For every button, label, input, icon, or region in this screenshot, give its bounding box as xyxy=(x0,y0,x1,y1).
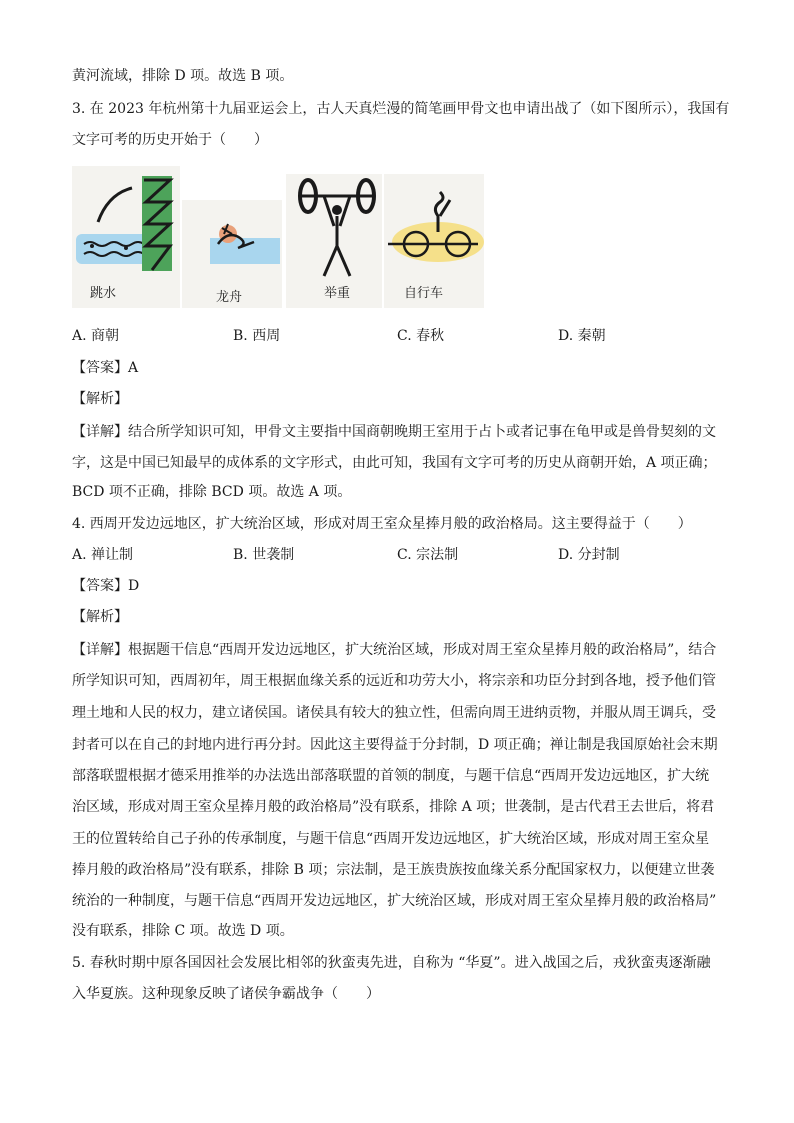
q3-analysis-heading: 【解析】 xyxy=(72,391,128,407)
q3-detail-line-3: BCD 项不正确，排除 BCD 项。故选 A 项。 xyxy=(72,484,352,500)
q4-detail-line-5: 部落联盟根据才德采用推举的办法选出部落联盟的首领的制度，与题干信息“西周开发边远地区，扩大统 xyxy=(72,768,710,784)
q3-option-a: A. 商朝 xyxy=(72,328,120,344)
text-line: 黄河流域，排除 D 项。故选 B 项。 xyxy=(72,68,294,84)
q4-analysis-heading: 【解析】 xyxy=(72,609,128,625)
question-3-stem: 3. 在 2023 年杭州第十九届亚运会上，古人天真烂漫的简笔画甲骨文也申请出战了（如下图所示），我国有 xyxy=(72,101,730,117)
question-5-stem: 5. 春秋时期中原各国因社会发展比相邻的狄蛮夷先进，自称为 “华夏”。进入战国之后，戎狄蛮夷逐渐融 xyxy=(72,955,711,971)
q4-detail-line-9: 统治的一种制度，与题干信息“西周开发边远地区，扩大统治区域，形成对周王室众星捧月般的政治格局” xyxy=(72,893,717,909)
q4-option-d: D. 分封制 xyxy=(558,547,620,563)
question-4-stem: 4. 西周开发边远地区，扩大统治区域，形成对周王室众星捧月般的政治格局。这主要得益于（ ） xyxy=(72,516,692,532)
q3-option-d: D. 秦朝 xyxy=(558,328,606,344)
q4-detail-line-6: 治区域，形成对周王室众星捧月般的政治格局”没有联系，排除 A 项；世袭制，是古代君王去世后，将君 xyxy=(72,799,715,815)
q4-detail-line-10: 没有联系，排除 C 项。故选 D 项。 xyxy=(72,923,294,939)
q3-detail-line-1: 【详解】结合所学知识可知，甲骨文主要指中国商朝晚期王室用于占卜或者记事在龟甲或是兽骨契刻的文 xyxy=(72,424,716,440)
q4-detail-line-8: 捧月般的政治格局”没有联系，排除 B 项；宗法制，是王族贵族按血缘关系分配国家权力，以便建立世袭 xyxy=(72,862,715,878)
question-5-stem-cont: 入华夏族。这种现象反映了诸侯争霸战争（ ） xyxy=(72,986,380,1002)
q4-detail-line-4: 封者可以在自己的封地内进行再分封。因此这主要得益于分封制，D 项正确；禅让制是我国原始社会末期 xyxy=(72,737,718,753)
q4-option-b: B. 世袭制 xyxy=(233,547,295,563)
oracle-bone-sports-figure xyxy=(72,166,484,308)
q3-detail-line-2: 字，这是中国已知最早的成体系的文字形式，由此可知，我国有文字可考的历史从商朝开始，A 项正确； xyxy=(72,455,717,471)
q3-option-c: C. 春秋 xyxy=(397,328,445,344)
q4-detail-line-7: 王的位置转给自己子孙的传承制度，与题干信息“西周开发边远地区，扩大统治区域，形成对周王室众星 xyxy=(72,831,710,847)
q3-option-b: B. 西周 xyxy=(233,328,281,344)
q4-option-a: A. 禅让制 xyxy=(72,547,134,563)
q4-detail-line-3: 理土地和人民的权力，建立诸侯国。诸侯具有较大的独立性，但需向周王进纳贡物，并服从周王调兵，受 xyxy=(72,705,716,721)
q4-option-c: C. 宗法制 xyxy=(397,547,459,563)
q3-answer: 【答案】A xyxy=(72,360,139,376)
figure-label-dragon-boat: 龙舟 xyxy=(216,290,243,305)
q4-detail-line-2: 所学知识可知，西周初年，周王根据血缘关系的远近和功劳大小，将宗亲和功臣分封到各地，授予他们管 xyxy=(72,673,716,689)
figure-label-cycling: 自行车 xyxy=(404,286,444,301)
question-3-stem-cont: 文字可考的历史开始于（ ） xyxy=(72,132,268,148)
diving-panel xyxy=(72,166,180,308)
q4-answer: 【答案】D xyxy=(72,578,140,594)
figure-label-weightlifting: 举重 xyxy=(324,286,351,301)
q4-detail-line-1: 【详解】根据题干信息“西周开发边远地区，扩大统治区域，形成对周王室众星捧月般的政治格局”，结合 xyxy=(72,642,717,658)
figure-label-diving: 跳水 xyxy=(90,286,117,301)
